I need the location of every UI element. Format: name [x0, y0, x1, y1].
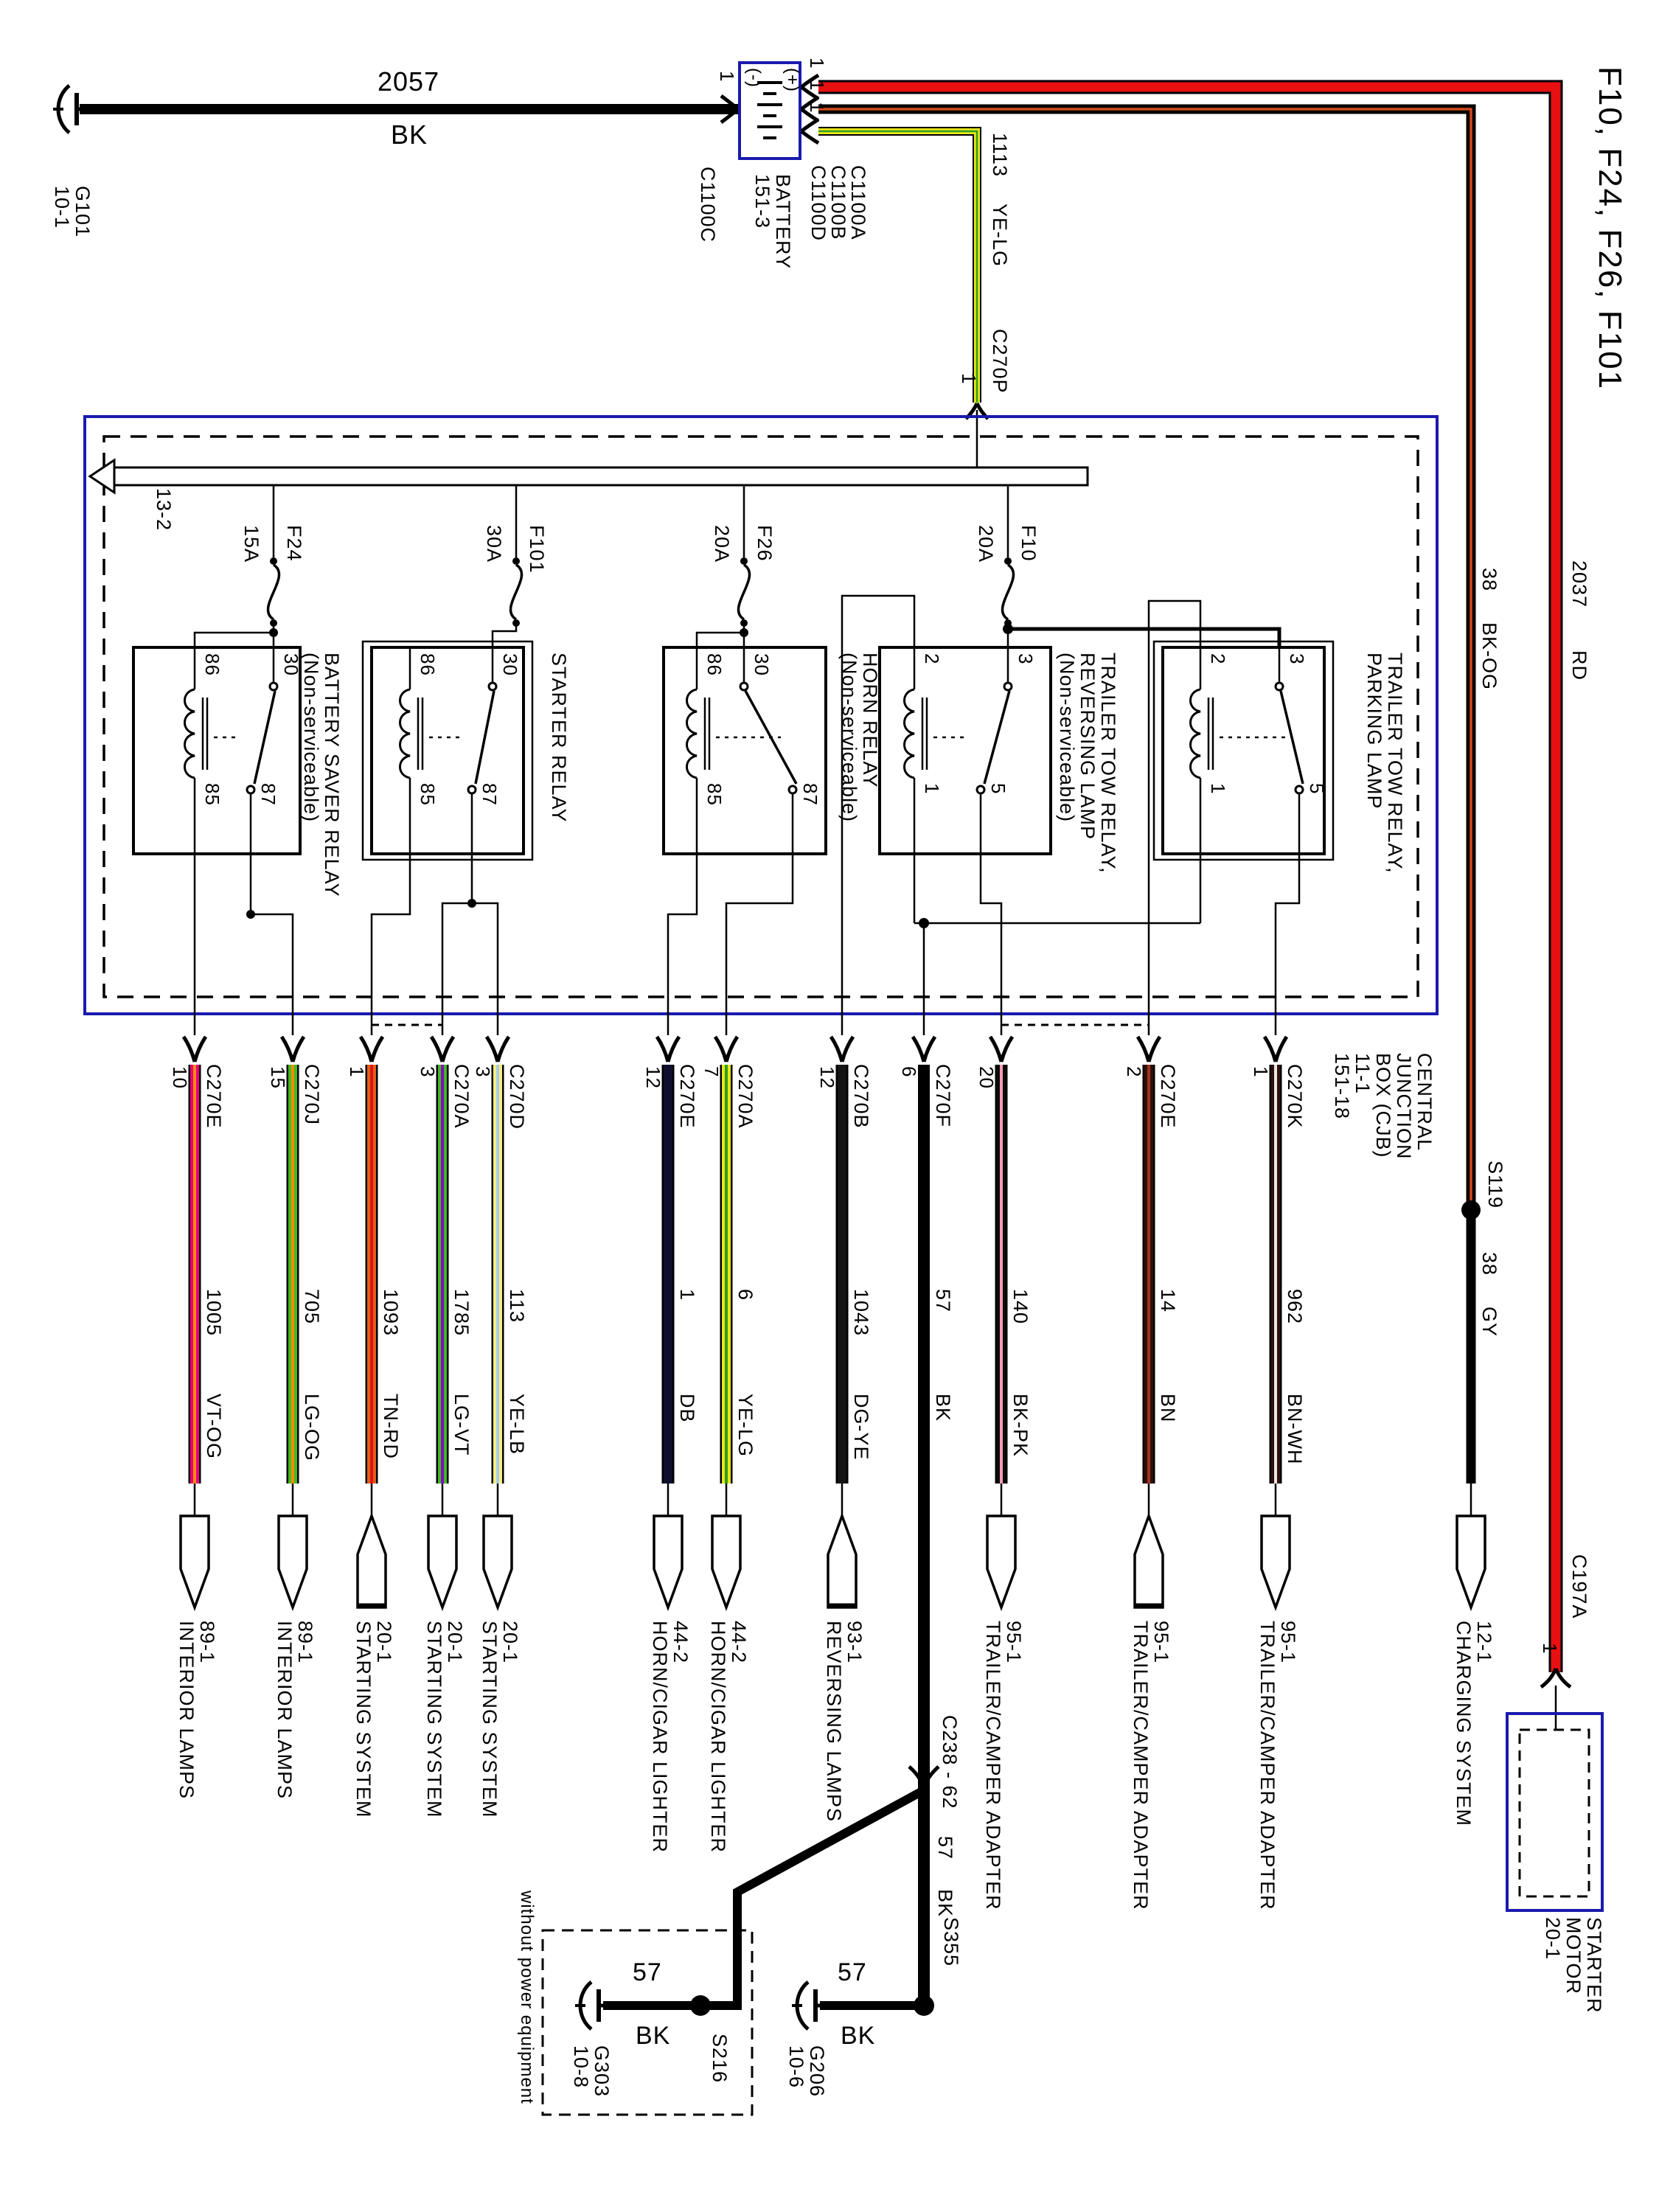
- fuse-3-element-icon: [1002, 565, 1013, 619]
- connector-c197a-label: C197A: [1568, 1554, 1590, 1619]
- drop-5-dest-name: HORN/CIGAR LIGHTER: [649, 1621, 671, 1854]
- drop-2-dest-name: STARTING SYSTEM: [352, 1621, 375, 1818]
- relay-1-box: [372, 647, 524, 854]
- wire-38gy-circuit-label: 38: [1478, 1252, 1500, 1276]
- relay-2-exit-1: [726, 854, 793, 997]
- drop-6-offpage-arrow-down-icon: [712, 1516, 740, 1607]
- drop-3-dest-name: STARTING SYSTEM: [423, 1621, 445, 1818]
- ground-g303-ref: 10-8: [570, 2045, 592, 2089]
- relay-3-name-line-1: REVERSING LAMP: [1077, 653, 1099, 841]
- relay-4-switch-top-contact: [1276, 683, 1283, 690]
- wire-2037-color-label: RD: [1568, 650, 1590, 681]
- drop-10-dest-ref: 95-1: [1150, 1621, 1172, 1664]
- drop-4-color-label: YE-LB: [506, 1394, 528, 1455]
- drop-9-circuit-label: 140: [1009, 1289, 1032, 1325]
- ground-g303-icon: [575, 1982, 603, 2029]
- fuse-2-amps: 20A: [711, 525, 733, 563]
- relay-4-outer-box: [1154, 641, 1333, 860]
- cjb-bus-bar: [114, 467, 1088, 485]
- drop-7-connector-arrow-icon: [831, 1037, 853, 1062]
- wire-1113-circuit-label: 1113: [989, 133, 1011, 178]
- drop-5-pin-label: 12: [642, 1066, 664, 1089]
- drop-4-pin-label: 3: [472, 1066, 494, 1078]
- relay-2-switch-bottom-contact: [789, 786, 796, 793]
- drop-7-pin-label: 12: [816, 1066, 838, 1089]
- relay-4-switch-bottom-contact: [1295, 786, 1303, 793]
- starter-label-line3: 20-1: [1542, 1917, 1564, 1961]
- drop-10-offpage-arrow-up-icon: [1135, 1516, 1163, 1607]
- battery-pos-label: (+): [782, 68, 802, 92]
- splice-s119-dot: [1461, 1200, 1481, 1220]
- charging-offpage-arrow-down-icon: [1457, 1516, 1485, 1607]
- fuse-2-bottom-dot: [740, 619, 748, 627]
- drop-4-offpage-arrow-down-icon: [484, 1516, 512, 1607]
- wire-38gy-color-label: GY: [1478, 1307, 1500, 1338]
- drop-1-dest-ref: 89-1: [294, 1621, 316, 1664]
- relay-4-coil-core-icon: [1208, 698, 1213, 770]
- relay-1-switch-bottom-contact: [468, 786, 476, 793]
- relay-4-exit-1: [1276, 854, 1299, 997]
- seg-g206-color: BK: [841, 2022, 876, 2050]
- relay-0-pin-bottom-right: 87: [257, 783, 279, 806]
- relay-2-pin-top-right: 30: [751, 653, 773, 676]
- drop-8-pin-label: 6: [898, 1066, 920, 1078]
- relay-1-exit-0: [372, 854, 410, 997]
- relay-1-coil-core-icon: [418, 698, 422, 770]
- wire-1113-color-label: YE-LG: [989, 204, 1011, 268]
- fuse-1-element-icon: [510, 565, 521, 619]
- wire-38-color-label: BK-OG: [1478, 622, 1500, 691]
- splice-s355-label: S355: [940, 1917, 962, 1967]
- dest-charging-name: CHARGING SYSTEM: [1453, 1621, 1475, 1827]
- wire-57-lower-circuit: 57: [934, 1836, 956, 1860]
- drop-0-pin-label: 10: [169, 1066, 191, 1089]
- fuse-1-name: F101: [526, 525, 548, 574]
- relay-1-pin-top-right: 30: [499, 653, 521, 676]
- ground-g206-label: G206: [806, 2045, 828, 2098]
- drop-6-circuit-label: 6: [734, 1289, 757, 1301]
- drop-9-offpage-arrow-down-icon: [987, 1516, 1015, 1607]
- relay-1-pin-top-left: 86: [417, 653, 439, 676]
- drop-9-dest-ref: 95-1: [1003, 1621, 1025, 1664]
- cjb-bus-ref: 13-2: [153, 488, 175, 532]
- drop-5-connector-label: C270E: [676, 1064, 698, 1129]
- wire-2057-color-label: BK: [391, 119, 428, 150]
- drop-11-pin-label: 1: [1250, 1066, 1272, 1078]
- battery-neg-label: (-): [744, 68, 764, 88]
- drop-1-pin-label: 15: [267, 1066, 289, 1089]
- dest-charging-ref: 12-1: [1473, 1621, 1495, 1664]
- drop-7-circuit-label: 1043: [850, 1289, 872, 1337]
- fuse-3-top-dot: [1004, 557, 1012, 565]
- cjb-label-line3: BOX (CJB): [1372, 1053, 1394, 1158]
- drop-11-dest-name: TRAILER/CAMPER ADAPTER: [1256, 1621, 1279, 1910]
- relay-2-name-line-1: (Non-serviceable): [838, 653, 860, 823]
- connector-c238-label: C238 - 62: [939, 1715, 961, 1809]
- relay-3-pin-bottom-left: 1: [921, 783, 943, 795]
- drop-5-offpage-arrow-down-icon: [654, 1516, 682, 1607]
- splice-s119-label: S119: [1484, 1161, 1506, 1209]
- relay-0-pin-top-left: 86: [201, 653, 223, 676]
- drop-11-connector-label: C270K: [1284, 1064, 1306, 1129]
- relay-0-exit-dot-0: [246, 910, 255, 919]
- relay-4-pin-bottom-right: 5: [1306, 783, 1328, 795]
- fuse-2-top-dot: [740, 557, 748, 565]
- drop-9-connector-arrow-icon: [990, 1037, 1012, 1062]
- relay-2-exit-0: [668, 854, 697, 997]
- drop-10-circuit-label: 14: [1157, 1289, 1179, 1313]
- drop-10-connector-arrow-icon: [1138, 1037, 1160, 1062]
- connector-c1100b-pin: 1: [806, 80, 828, 91]
- drop-11-color-label: BN-WH: [1284, 1394, 1306, 1465]
- relay-0-exit-1: [251, 854, 293, 997]
- drop-0-dest-ref: 89-1: [196, 1621, 218, 1664]
- drop-11-circuit-label: 962: [1284, 1289, 1306, 1325]
- ground-g101-ref: 10-1: [51, 186, 73, 229]
- relay-1-pin-bottom-left: 85: [417, 783, 439, 806]
- drop-8-color-label: BK: [932, 1394, 954, 1422]
- fuse-3-name: F10: [1018, 525, 1040, 562]
- relay-1-exit-1: [442, 854, 472, 997]
- drop-8-connector-arrow-icon: [913, 1037, 935, 1062]
- drop-2-pin-label: 1: [346, 1066, 368, 1078]
- relay-0-coil-icon: [185, 689, 195, 778]
- battery-ref: 151-3: [751, 174, 773, 229]
- fuse-0-element-icon: [268, 565, 279, 619]
- connector-c1100d-label: C1100D: [807, 165, 830, 242]
- wire-2037-circuit-label: 2037: [1568, 560, 1590, 608]
- starter-motor-dashed-box: [1520, 1730, 1589, 1896]
- drop-3-circuit-label: 1785: [451, 1289, 473, 1337]
- relay-1-name-line-0: STARTER RELAY: [548, 653, 570, 823]
- without-power-equipment-note: without power equipment: [517, 1891, 537, 2104]
- relay-0-box: [133, 647, 300, 854]
- drop-7-dest-ref: 93-1: [844, 1621, 866, 1664]
- drop-0-color-label: VT-OG: [203, 1394, 225, 1460]
- connector-c270p-pin: 1: [958, 373, 980, 385]
- relay-4-name-line-0: TRAILER TOW RELAY,: [1384, 653, 1406, 874]
- relay-1-exit-2: [472, 903, 498, 997]
- seg-g303-color: BK: [636, 2022, 671, 2050]
- connector-c197a-arrow-icon: [1541, 1669, 1571, 1687]
- drop-4-dest-name: STARTING SYSTEM: [479, 1621, 501, 1818]
- cjb-box: [85, 417, 1437, 1014]
- connector-c197a-pin: 1: [1539, 1643, 1561, 1655]
- drop-8-circuit-label: 57: [932, 1289, 954, 1313]
- relay-3-coil-icon: [905, 689, 915, 778]
- fuse-0-name: F24: [283, 525, 305, 562]
- drop-1-connector-label: C270J: [301, 1064, 323, 1126]
- drop-4-connector-label: C270D: [506, 1064, 528, 1130]
- relay-2-pin-bottom-right: 87: [799, 783, 821, 806]
- relay-0-switch-top-contact: [270, 683, 277, 690]
- drop-6-pin-label: 7: [700, 1066, 723, 1078]
- relay-0-switch-bottom-contact: [247, 786, 254, 793]
- drop-10-color-label: BN: [1157, 1394, 1179, 1423]
- wire-38-circuit-label: 38: [1478, 568, 1500, 592]
- drop-0-circuit-label: 1005: [203, 1289, 225, 1337]
- relay-3-name-line-2: (Non-serviceable): [1056, 653, 1078, 823]
- drop-7-dest-name: REVERSING LAMPS: [823, 1621, 845, 1823]
- drop-1-circuit-label: 705: [301, 1289, 323, 1325]
- ground-g303-label: G303: [591, 2045, 613, 2098]
- drop-0-dest-name: INTERIOR LAMPS: [175, 1621, 198, 1800]
- connector-c270p-label: C270P: [989, 329, 1011, 394]
- relay-0-coil-core-icon: [203, 698, 207, 770]
- drop-1-offpage-arrow-down-icon: [279, 1516, 307, 1607]
- relay-2-coil-icon: [687, 689, 698, 778]
- relay-3-pin-bottom-right: 5: [987, 783, 1009, 795]
- cjb-junction-dots: [269, 624, 1013, 928]
- drop-6-color-label: YE-LG: [734, 1394, 757, 1458]
- page-title-fuses: F10, F24, F26, F101: [1592, 66, 1628, 391]
- fuse-2-name: F26: [754, 525, 776, 562]
- fuse-1-top-dot: [512, 557, 520, 565]
- cjb-bus-bar-arrow-icon: [90, 460, 114, 493]
- fuse-1-amps: 30A: [483, 525, 505, 563]
- relay-3-coil-core-icon: [922, 698, 927, 770]
- drop-3-pin-label: 3: [417, 1066, 439, 1078]
- drop-1-dest-name: INTERIOR LAMPS: [274, 1621, 296, 1800]
- ground-g206-ref: 10-6: [785, 2045, 807, 2089]
- relay-2-pin-bottom-left: 85: [703, 783, 726, 806]
- relay-3-switch-blade-icon: [984, 691, 1009, 784]
- splice-s216-label: S216: [709, 2034, 731, 2084]
- splice-s216-dot: [690, 1995, 711, 2016]
- battery-label: BATTERY: [772, 174, 794, 270]
- seg-g206-circuit: 57: [838, 1958, 867, 1986]
- drop-11-dest-ref: 95-1: [1277, 1621, 1299, 1664]
- starter-label-line1: STARTER: [1583, 1917, 1605, 2014]
- drop-3-dest-ref: 20-1: [444, 1621, 466, 1664]
- ground-g101-label: G101: [72, 186, 94, 238]
- relay-0-switch-blade-icon: [254, 691, 275, 784]
- drop-3-connector-arrow-icon: [431, 1037, 453, 1062]
- wire-2057-circuit-label: 2057: [378, 66, 440, 97]
- cjb-label-line4: 11-1: [1352, 1053, 1374, 1095]
- relay-4-name-line-1: PARKING LAMP: [1363, 653, 1385, 810]
- drop-1-connector-arrow-icon: [282, 1037, 304, 1062]
- connector-c1100c-pin: 1: [716, 71, 738, 83]
- drop-6-dest-name: HORN/CIGAR LIGHTER: [707, 1621, 729, 1854]
- relay-2-switch-top-contact: [740, 683, 748, 690]
- relay-3-pin-top-left: 2: [921, 653, 943, 665]
- connector-c1100d-pin: 1: [806, 102, 828, 114]
- drop-2-dest-ref: 20-1: [373, 1621, 395, 1664]
- drop-3-offpage-arrow-down-icon: [428, 1516, 456, 1607]
- relay-4-pin-bottom-left: 1: [1207, 783, 1229, 795]
- relay-4-pin-top-left: 2: [1207, 653, 1229, 665]
- relay-3-pin-top-right: 3: [1015, 653, 1037, 665]
- connector-c1100b-label: C1100B: [827, 165, 849, 240]
- starter-label-line2: MOTOR: [1562, 1917, 1585, 1994]
- wire-57-lower-color: BK: [934, 1889, 956, 1918]
- drop-8-connector-label: C270F: [932, 1064, 954, 1128]
- connector-c1100d-arrow-icon: [801, 119, 818, 143]
- drop-2-circuit-label: 1093: [380, 1289, 402, 1337]
- fuse-3-amps: 20A: [975, 525, 997, 563]
- drop-3-color-label: LG-VT: [451, 1394, 473, 1456]
- drop-10-dest-name: TRAILER/CAMPER ADAPTER: [1130, 1621, 1152, 1910]
- drop-1-color-label: LG-OG: [301, 1394, 323, 1462]
- drop-3-connector-label: C270A: [451, 1064, 473, 1129]
- relay-0-pin-top-right: 30: [280, 653, 302, 676]
- fuse-1-bottom-dot: [512, 619, 520, 627]
- drop-0-connector-arrow-icon: [184, 1037, 206, 1062]
- fuse-0-bottom-dot: [270, 619, 277, 627]
- drop-2-connector-arrow-icon: [361, 1037, 383, 1062]
- drop-6-connector-arrow-icon: [715, 1037, 737, 1062]
- drop-10-connector-label: C270E: [1157, 1064, 1179, 1129]
- drop-4-circuit-label: 113: [506, 1289, 528, 1324]
- drop-11-offpage-arrow-down-icon: [1262, 1516, 1290, 1607]
- cjb-label-line5: 151-18: [1331, 1053, 1353, 1120]
- connector-c1100a-label: C1100A: [847, 165, 869, 240]
- drop-9-pin-label: 20: [975, 1066, 998, 1089]
- relay-1-pin-bottom-right: 87: [479, 783, 501, 806]
- drop-5-dest-ref: 44-2: [669, 1621, 692, 1664]
- seg-g303-circuit: 57: [633, 1958, 662, 1986]
- relay-1-coil-icon: [400, 689, 411, 778]
- drop-9-dest-name: TRAILER/CAMPER ADAPTER: [982, 1621, 1004, 1910]
- drop-4-dest-ref: 20-1: [499, 1621, 521, 1664]
- relay-3-name-line-0: TRAILER TOW RELAY,: [1097, 653, 1119, 874]
- drop-6-connector-label: C270A: [734, 1064, 757, 1129]
- drop-10-pin-label: 2: [1123, 1066, 1145, 1078]
- fuse-0-top-dot: [270, 557, 277, 565]
- relay-1-exit-dot-0: [467, 899, 476, 908]
- drop-4-connector-arrow-icon: [487, 1037, 509, 1062]
- drop-11-connector-arrow-icon: [1265, 1037, 1287, 1062]
- drop-5-circuit-label: 1: [676, 1289, 698, 1301]
- ground-g206-icon: [792, 1982, 820, 2029]
- drop-2-color-label: TN-RD: [380, 1394, 402, 1459]
- fuse-3-bottom-dot: [1004, 619, 1012, 627]
- connector-c1100a-pin: 1: [806, 58, 828, 69]
- starter-motor-box: [1507, 1714, 1602, 1910]
- relay-1-switch-blade-icon: [476, 691, 494, 784]
- drop-2-offpage-arrow-up-icon: [358, 1516, 386, 1607]
- connector-c1100c-label: C1100C: [697, 167, 719, 243]
- relay-2-name-line-0: HORN RELAY: [859, 653, 881, 788]
- relay-2-pin-top-left: 86: [703, 653, 726, 676]
- relay-1-switch-top-contact: [489, 683, 496, 690]
- drop-0-connector-label: C270E: [203, 1064, 225, 1129]
- relay-0-name-line-1: (Non-serviceable): [300, 653, 322, 823]
- drop-6-dest-ref: 44-2: [728, 1621, 750, 1664]
- drop-7-offpage-arrow-up-icon: [828, 1516, 856, 1607]
- drop-7-color-label: DG-YE: [850, 1394, 872, 1461]
- cjb-label-line2: JUNCTION: [1393, 1053, 1415, 1160]
- relay-3-switch-bottom-contact: [977, 786, 984, 793]
- cjb-label-line1: CENTRAL: [1413, 1053, 1436, 1152]
- drop-0-offpage-arrow-down-icon: [181, 1516, 209, 1607]
- drop-7-connector-label: C270B: [850, 1064, 872, 1129]
- relay-0-name-line-0: BATTERY SAVER RELAY: [321, 653, 343, 897]
- relay-4-coil-icon: [1191, 689, 1201, 778]
- drop-9-color-label: BK-PK: [1009, 1394, 1032, 1458]
- drop-5-connector-arrow-icon: [657, 1037, 679, 1062]
- fuse-2-element-icon: [738, 565, 749, 619]
- relay-3-exit-1: [981, 854, 1001, 997]
- relay-4-pin-top-right: 3: [1286, 653, 1308, 665]
- relay-2-coil-core-icon: [705, 698, 709, 770]
- drop-5-color-label: DB: [676, 1394, 698, 1423]
- fuse-0-amps: 15A: [240, 525, 262, 563]
- relay-3-switch-top-contact: [1004, 683, 1012, 690]
- cjb-f10-branch-thick: [1008, 629, 1279, 647]
- relay-0-pin-bottom-left: 85: [201, 783, 223, 806]
